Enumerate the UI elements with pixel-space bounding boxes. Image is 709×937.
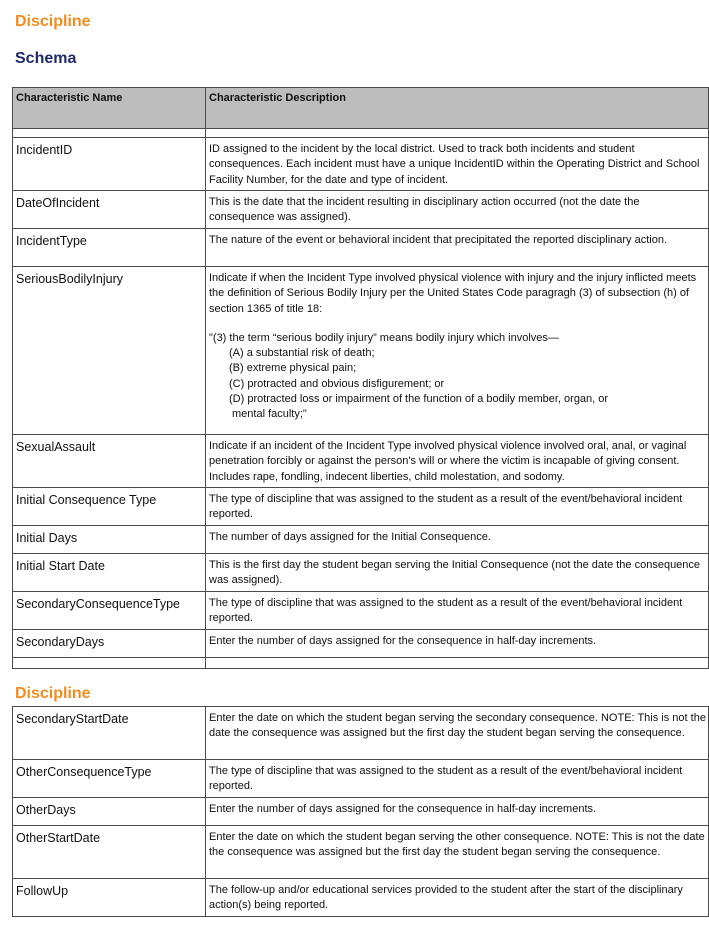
table-row <box>13 138 709 191</box>
characteristic-description: The type of discipline that was assigned to the student as a result of the event/behavioral incident reported. <box>206 592 709 630</box>
table-row <box>13 554 709 592</box>
schema-table <box>12 87 709 669</box>
table-row <box>13 879 709 917</box>
serious-injury-quote: "(3) the term “serious bodily injury” means bodily injury which involves— <box>209 331 559 344</box>
characteristic-name: SeriousBodilyInjury <box>13 267 206 435</box>
table-row <box>13 267 709 435</box>
table-row <box>13 707 709 760</box>
characteristic-name: Initial Consequence Type <box>13 488 206 526</box>
characteristic-description: Enter the number of days assigned for the consequence in half-day increments. <box>206 630 709 658</box>
characteristic-name: SexualAssault <box>13 435 206 488</box>
characteristic-description: ID assigned to the incident by the local district. Used to track both incidents and student consequences. Each incident must have a unique IncidentID within the Operating District and School Facility Number, for the date and type of incident. <box>206 138 709 191</box>
serious-injury-item-c: (C) protracted and obvious disfigurement; or <box>229 377 445 390</box>
table-spacer-row <box>13 129 709 138</box>
characteristic-name: OtherStartDate <box>13 826 206 879</box>
characteristic-name: IncidentID <box>13 138 206 191</box>
table-spacer-row <box>13 658 709 669</box>
characteristic-description: The type of discipline that was assigned to the student as a result of the event/behavioral incident reported. <box>206 760 709 798</box>
serious-injury-item-d-cont: mental faculty;" <box>232 408 307 421</box>
schema-heading: Schema <box>15 50 77 67</box>
table-row <box>13 526 709 554</box>
table-row <box>13 592 709 630</box>
serious-injury-item-d: (D) protracted loss or impairment of the function of a bodily member, organ, or <box>229 393 609 406</box>
header-characteristic-description: Characteristic Description <box>206 88 709 129</box>
characteristic-description: The follow-up and/or educational services provided to the student after the start of the disciplinary action(s) being reported. <box>206 879 709 917</box>
characteristic-description <box>206 267 709 435</box>
table-row <box>13 798 709 826</box>
table-header-row <box>13 88 709 129</box>
table-row <box>13 826 709 879</box>
characteristic-name: OtherDays <box>13 798 206 826</box>
table-row <box>13 191 709 229</box>
characteristic-description: Enter the date on which the student began serving the secondary consequence. NOTE: This is not the date the consequence was assigned but the first day the student began serving the consequence. <box>206 707 709 760</box>
serious-injury-item-b: (B) extreme physical pain; <box>229 362 357 375</box>
characteristic-name: IncidentType <box>13 229 206 267</box>
serious-injury-definition: Indicate if when the Incident Type involved physical violence with injury and the injury inflicted meets the definition of Serious Bodily Injury per the United States Code paragragh (3) of subsection (h) of section 1365 of title 18: <box>209 272 697 315</box>
characteristic-name: FollowUp <box>13 879 206 917</box>
characteristic-name: OtherConsequenceType <box>13 760 206 798</box>
serious-injury-item-a: (A) a substantial risk of death; <box>229 347 375 360</box>
characteristic-description: Enter the number of days assigned for the consequence in half-day increments. <box>206 798 709 826</box>
characteristic-description: The type of discipline that was assigned to the student as a result of the event/behavioral incident reported. <box>206 488 709 526</box>
schema-table-continued <box>12 706 709 917</box>
characteristic-description: The nature of the event or behavioral incident that precipitated the reported disciplinary action. <box>206 229 709 267</box>
characteristic-description: Indicate if an incident of the Incident Type involved physical violence involved oral, anal, or vaginal penetration forcibly or against the person's will or where the victim is incapable of giving consent. Includes rape, fondling, indecent liberties, child molestation, and sodomy. <box>206 435 709 488</box>
characteristic-name: SecondaryStartDate <box>13 707 206 760</box>
characteristic-description: This is the first day the student began serving the Initial Consequence (not the date the consequence was assigned). <box>206 554 709 592</box>
characteristic-name: DateOfIncident <box>13 191 206 229</box>
table-row <box>13 229 709 267</box>
characteristic-name: SecondaryConsequenceType <box>13 592 206 630</box>
characteristic-description: The number of days assigned for the Initial Consequence. <box>206 526 709 554</box>
characteristic-description: This is the date that the incident resulting in disciplinary action occurred (not the date the consequence was assigned). <box>206 191 709 229</box>
table-row <box>13 488 709 526</box>
table-row <box>13 630 709 658</box>
table-row <box>13 760 709 798</box>
characteristic-name: Initial Days <box>13 526 206 554</box>
paragraph-gap <box>209 317 707 331</box>
header-characteristic-name: Characteristic Name <box>13 88 206 129</box>
section-title: Discipline <box>15 13 91 30</box>
table-row <box>13 435 709 488</box>
characteristic-name: Initial Start Date <box>13 554 206 592</box>
characteristic-description: Enter the date on which the student began serving the other consequence. NOTE: This is not the date the consequence was assigned but the first day the student began serving the consequence. <box>206 826 709 879</box>
section-title-continued: Discipline <box>15 685 91 702</box>
characteristic-name: SecondaryDays <box>13 630 206 658</box>
